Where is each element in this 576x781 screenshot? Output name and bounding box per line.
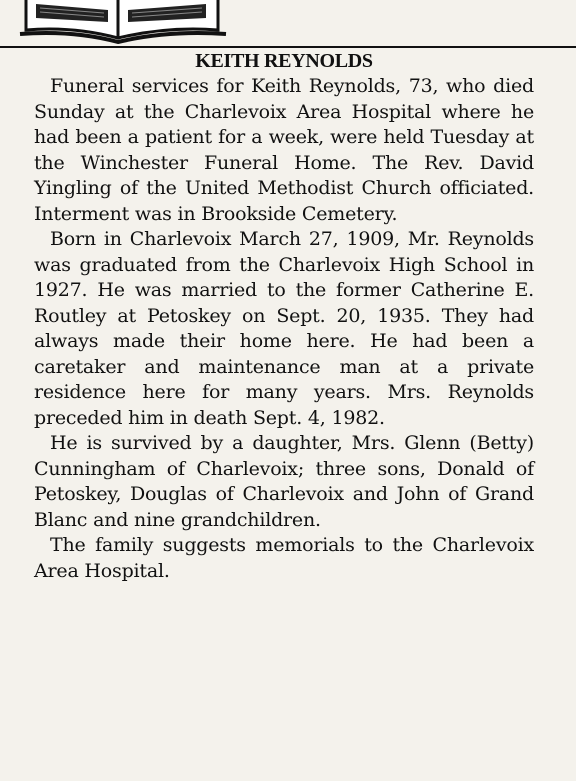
obituary-article: [34, 50, 534, 584]
headline: KEITH REYNOLDS: [195, 50, 373, 72]
paragraph-memorials: The family suggests memorials to the Charlevoix Area Hospital.: [34, 534, 534, 582]
paragraph-services: Funeral services for Keith Reynolds, 73, who died Sunday at the Charlevoix Area Hospital where he had been a patient for a week, were held Tuesday at the Winchester Funeral Home. The Rev. David Yingling of the United Methodist Church officiated. Interment was in Brookside Cemetery.: [34, 75, 534, 225]
paragraph-biography: Born in Charlevoix March 27, 1909, Mr. Reynolds was graduated from the Charlevoix High School in 1927. He was married to the former Catherine E. Routley at Petoskey on Sept. 20, 1935. They had always made their home here. He had been a caretaker and maintenance man at a private residence here for many years. Mrs. Reynolds preceded him in death Sept. 4, 1982.: [34, 228, 534, 429]
header-divider: [0, 46, 576, 48]
open-book-icon: [18, 0, 228, 44]
paragraph-survivors: He is survived by a daughter, Mrs. Glenn (Betty) Cunningham of Charlevoix; three sons, Donald of Petoskey, Douglas of Charlevoix and John of Grand Blanc and nine grandchildren.: [34, 432, 534, 531]
